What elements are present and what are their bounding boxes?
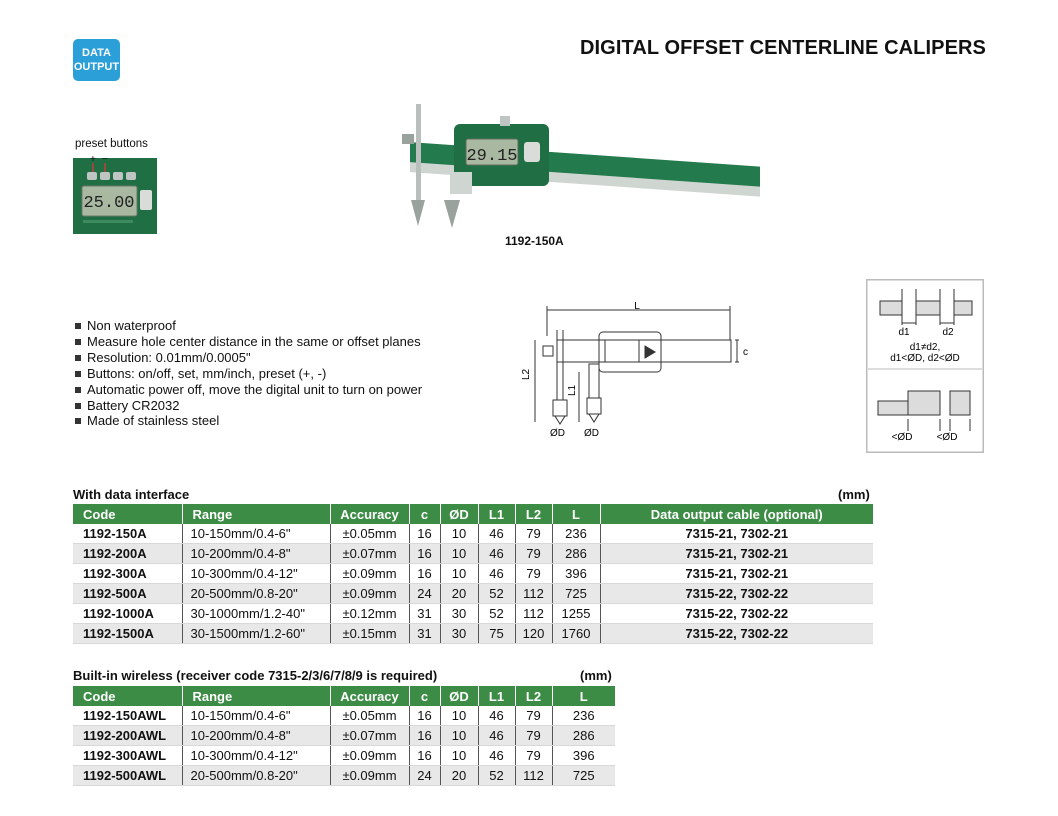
cell-c: 16 <box>409 544 440 564</box>
cell-range: 20-500mm/0.8-20" <box>182 766 330 786</box>
cell-l1: 75 <box>478 624 515 644</box>
cell-l2: 79 <box>515 726 552 746</box>
feature-item: Resolution: 0.01mm/0.0005" <box>73 350 422 366</box>
cell-od: 10 <box>440 564 478 584</box>
data-output-badge <box>73 39 120 81</box>
cell-range: 10-150mm/0.4-6" <box>182 706 330 726</box>
cell-l: 1255 <box>552 604 600 624</box>
cell-cable: 7315-22, 7302-22 <box>600 584 873 604</box>
cell-code: 1192-500A <box>73 584 182 604</box>
feature-item: Battery CR2032 <box>73 398 422 414</box>
cell-code: 1192-300AWL <box>73 746 182 766</box>
table2-unit: (mm) <box>580 668 612 683</box>
feature-list <box>73 318 422 429</box>
drawing-label-c: c <box>743 347 748 358</box>
col-header-code: Code <box>73 504 182 524</box>
page-title: DIGITAL OFFSET CENTERLINE CALIPERS <box>579 37 986 59</box>
cell-code: 1192-1500A <box>73 624 182 644</box>
cell-c: 16 <box>409 706 440 726</box>
diagram-label-d1: d1 <box>898 327 910 338</box>
cell-l: 286 <box>552 544 600 564</box>
feature-item: Non waterproof <box>73 318 422 334</box>
cell-l2: 112 <box>515 584 552 604</box>
preset-buttons-photo <box>73 152 157 234</box>
badge-line-2: OUTPUT <box>73 61 120 73</box>
cell-od: 10 <box>440 524 478 544</box>
cell-range: 10-200mm/0.4-8" <box>182 544 330 564</box>
cell-l1: 52 <box>478 604 515 624</box>
cell-range: 20-500mm/0.8-20" <box>182 584 330 604</box>
cell-cable: 7315-21, 7302-21 <box>600 544 873 564</box>
table2-body <box>73 706 615 786</box>
diagram-note-2: d1<ØD, d2<ØD <box>890 353 960 364</box>
cell-code: 1192-150A <box>73 524 182 544</box>
feature-item: Automatic power off, move the digital unit to turn on power <box>73 382 422 398</box>
cell-range: 30-1000mm/1.2-40" <box>182 604 330 624</box>
cell-l: 396 <box>552 746 615 766</box>
table-row <box>73 746 615 766</box>
cell-c: 24 <box>409 584 440 604</box>
cell-od: 30 <box>440 604 478 624</box>
cell-cable: 7315-22, 7302-22 <box>600 624 873 644</box>
diagram-note-1: d1≠d2, <box>909 342 941 353</box>
table-row <box>73 624 873 644</box>
cell-range: 10-150mm/0.4-6" <box>182 524 330 544</box>
table-row <box>73 706 615 726</box>
col-header-l1: L1 <box>478 504 515 524</box>
table1-heading: With data interface <box>73 487 190 502</box>
table-row <box>73 544 873 564</box>
cell-l1: 46 <box>478 726 515 746</box>
badge-line-1: DATA <box>82 47 111 59</box>
caliper-product-photo <box>380 104 760 230</box>
preset-display-reading: 25.00 <box>83 194 135 213</box>
preset-buttons-label: preset buttons <box>75 138 148 150</box>
cell-l: 1760 <box>552 624 600 644</box>
cell-range: 30-1500mm/1.2-60" <box>182 624 330 644</box>
wireless-table <box>73 686 615 786</box>
cell-l1: 46 <box>478 706 515 726</box>
cell-l: 725 <box>552 584 600 604</box>
col-header-od: ØD <box>440 686 478 706</box>
table1-body <box>73 524 873 644</box>
cell-accuracy: ±0.05mm <box>330 524 409 544</box>
cell-code: 1192-200AWL <box>73 726 182 746</box>
product-display-reading: 29.15 <box>466 147 518 166</box>
drawing-label-od-2: ØD <box>584 428 599 439</box>
cell-c: 16 <box>409 726 440 746</box>
cell-od: 10 <box>440 706 478 726</box>
col-header-od: ØD <box>440 504 478 524</box>
cell-l2: 112 <box>515 604 552 624</box>
drawing-label-L1: L1 <box>567 384 578 396</box>
cell-l2: 79 <box>515 544 552 564</box>
col-header-l2: L2 <box>515 504 552 524</box>
cell-l1: 52 <box>478 766 515 786</box>
data-interface-table <box>73 504 873 644</box>
table-row <box>73 726 615 746</box>
table-row <box>73 524 873 544</box>
col-header-cable: Data output cable (optional) <box>600 504 873 524</box>
cell-l2: 79 <box>515 524 552 544</box>
cell-accuracy: ±0.12mm <box>330 604 409 624</box>
diagram-label-d2: d2 <box>942 327 954 338</box>
product-code-label: 1192-150A <box>505 234 564 248</box>
col-header-accuracy: Accuracy <box>330 686 409 706</box>
cell-accuracy: ±0.15mm <box>330 624 409 644</box>
cell-l1: 52 <box>478 584 515 604</box>
col-header-c: c <box>409 504 440 524</box>
cell-l: 236 <box>552 706 615 726</box>
cell-accuracy: ±0.09mm <box>330 766 409 786</box>
table-row <box>73 584 873 604</box>
cell-od: 20 <box>440 766 478 786</box>
col-header-c: c <box>409 686 440 706</box>
cell-c: 16 <box>409 524 440 544</box>
col-header-accuracy: Accuracy <box>330 504 409 524</box>
cell-l1: 46 <box>478 544 515 564</box>
cell-l1: 46 <box>478 746 515 766</box>
cell-accuracy: ±0.05mm <box>330 706 409 726</box>
cell-od: 10 <box>440 544 478 564</box>
cell-l2: 112 <box>515 766 552 786</box>
cell-od: 10 <box>440 746 478 766</box>
table2-heading: Built-in wireless (receiver code 7315-2/3/6/7/8/9 is required) <box>73 668 438 683</box>
cell-accuracy: ±0.09mm <box>330 746 409 766</box>
cell-code: 1192-300A <box>73 564 182 584</box>
drawing-label-od-1: ØD <box>550 428 565 439</box>
cell-cable: 7315-21, 7302-21 <box>600 524 873 544</box>
diagram-label-lt-od-1: <ØD <box>891 432 913 443</box>
cell-od: 10 <box>440 726 478 746</box>
cell-range: 10-300mm/0.4-12" <box>182 746 330 766</box>
feature-item: Buttons: on/off, set, mm/inch, preset (+, -) <box>73 366 422 382</box>
col-header-code: Code <box>73 686 182 706</box>
cell-l: 236 <box>552 524 600 544</box>
hole-offset-diagram <box>866 279 984 453</box>
cell-code: 1192-1000A <box>73 604 182 624</box>
col-header-range: Range <box>182 686 330 706</box>
cell-l2: 79 <box>515 706 552 726</box>
cell-od: 20 <box>440 584 478 604</box>
feature-item: Measure hole center distance in the same or offset planes <box>73 334 422 350</box>
table1-unit: (mm) <box>838 487 870 502</box>
col-header-l2: L2 <box>515 686 552 706</box>
cell-code: 1192-500AWL <box>73 766 182 786</box>
cell-accuracy: ±0.09mm <box>330 564 409 584</box>
col-header-l: L <box>552 686 615 706</box>
cell-l2: 79 <box>515 746 552 766</box>
cell-l2: 120 <box>515 624 552 644</box>
preset-minus-label: − <box>102 154 108 165</box>
cell-l2: 79 <box>515 564 552 584</box>
cell-accuracy: ±0.09mm <box>330 584 409 604</box>
cell-c: 16 <box>409 746 440 766</box>
cell-accuracy: ±0.07mm <box>330 544 409 564</box>
cell-c: 16 <box>409 564 440 584</box>
drawing-label-L2: L2 <box>521 368 532 380</box>
cell-code: 1192-150AWL <box>73 706 182 726</box>
cell-c: 24 <box>409 766 440 786</box>
cell-l1: 46 <box>478 524 515 544</box>
cell-range: 10-200mm/0.4-8" <box>182 726 330 746</box>
diagram-label-lt-od-2: <ØD <box>936 432 958 443</box>
cell-l: 725 <box>552 766 615 786</box>
cell-l: 286 <box>552 726 615 746</box>
cell-cable: 7315-22, 7302-22 <box>600 604 873 624</box>
col-header-l1: L1 <box>478 686 515 706</box>
col-header-range: Range <box>182 504 330 524</box>
dimension-drawing <box>517 300 757 440</box>
cell-range: 10-300mm/0.4-12" <box>182 564 330 584</box>
cell-od: 30 <box>440 624 478 644</box>
preset-plus-label: + <box>90 154 96 165</box>
table-row <box>73 766 615 786</box>
cell-l: 396 <box>552 564 600 584</box>
cell-code: 1192-200A <box>73 544 182 564</box>
cell-cable: 7315-21, 7302-21 <box>600 564 873 584</box>
col-header-l: L <box>552 504 600 524</box>
feature-item: Made of stainless steel <box>73 413 422 429</box>
table-row <box>73 564 873 584</box>
cell-c: 31 <box>409 624 440 644</box>
table-row <box>73 604 873 624</box>
cell-c: 31 <box>409 604 440 624</box>
drawing-label-L: L <box>634 301 640 312</box>
cell-accuracy: ±0.07mm <box>330 726 409 746</box>
cell-l1: 46 <box>478 564 515 584</box>
